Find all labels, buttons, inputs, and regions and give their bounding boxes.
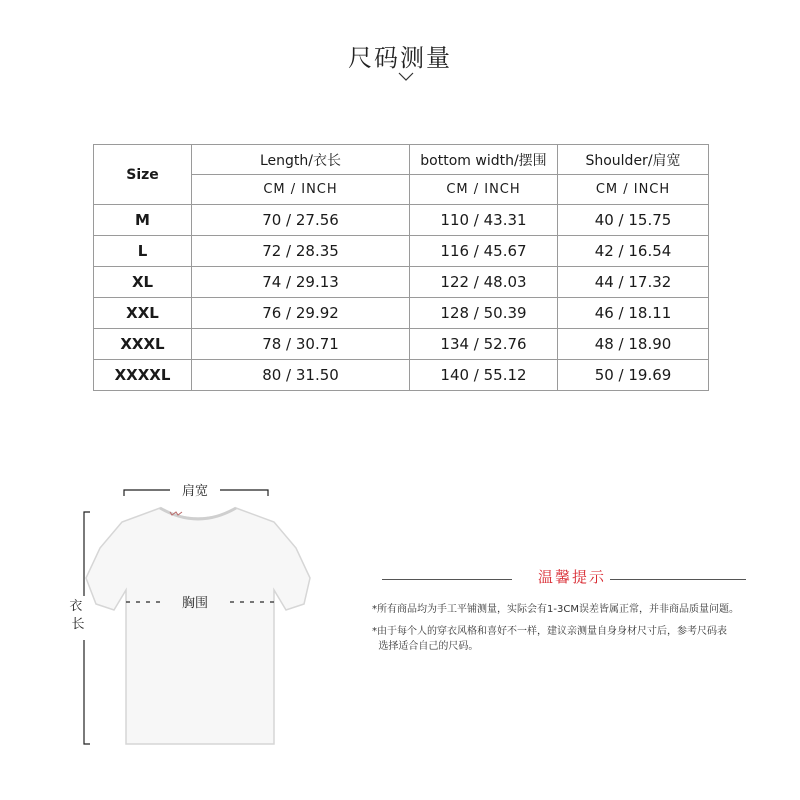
table-row [94, 267, 709, 298]
chevron-down-icon [398, 72, 414, 82]
length-cell: 70 / 27.56 [192, 205, 410, 236]
shoulder-label: 肩宽 [181, 484, 209, 499]
size-cell: XL [94, 267, 192, 298]
shoulder-cell: 50 / 19.69 [558, 360, 709, 391]
tshirt-measurement-diagram [60, 470, 330, 760]
shoulder-header: Shoulder/肩宽 [558, 145, 709, 175]
tshirt-shape [86, 508, 310, 744]
length-label-char: 长 [71, 617, 85, 632]
length-cell: 80 / 31.50 [192, 360, 410, 391]
bottom-width-cell: 140 / 55.12 [410, 360, 558, 391]
bottom-width-cell: 122 / 48.03 [410, 267, 558, 298]
length-cell: 74 / 29.13 [192, 267, 410, 298]
bottom-width-header: bottom width/摆围 [410, 145, 558, 175]
tip-note: *所有商品均为手工平铺测量，实际会有1-3CM误差皆属正常，并非商品质量问题。 [372, 604, 739, 615]
shoulder-cell: 44 / 17.32 [558, 267, 709, 298]
table-row [94, 329, 709, 360]
bottom-width-cell: 128 / 50.39 [410, 298, 558, 329]
tip-note: *由于每个人的穿衣风格和喜好不一样，建议亲测量自身身材尺寸后，参考尺码表 [372, 626, 727, 637]
shoulder-cell: 40 / 15.75 [558, 205, 709, 236]
shoulder-cell: 48 / 18.90 [558, 329, 709, 360]
tips-title: 温馨提示 [537, 568, 606, 586]
length-cell: 76 / 29.92 [192, 298, 410, 329]
tip-note: 选择适合自己的尺码。 [372, 641, 479, 652]
bottom-width-cell: 110 / 43.31 [410, 205, 558, 236]
length-header: Length/衣长 [192, 145, 410, 175]
table-row [94, 360, 709, 391]
shoulder-cell: 42 / 16.54 [558, 236, 709, 267]
length-bracket [84, 512, 90, 744]
bottom-width-cell: 134 / 52.76 [410, 329, 558, 360]
bottom-width-cell: 116 / 45.67 [410, 236, 558, 267]
size-cell: M [94, 205, 192, 236]
shoulder-cell: 46 / 18.11 [558, 298, 709, 329]
table-row [94, 298, 709, 329]
length-unit: CM / INCH [192, 175, 410, 205]
shoulder-unit: CM / INCH [558, 175, 709, 205]
length-label-char: 衣 [69, 599, 83, 614]
bottom-width-unit: CM / INCH [410, 175, 558, 205]
size-cell: XXXL [94, 329, 192, 360]
table-header-row [94, 145, 709, 175]
size-header: Size [94, 145, 192, 205]
chest-label: 胸围 [181, 596, 209, 611]
size-cell: XXXXL [94, 360, 192, 391]
page-title: 尺码测量 [348, 44, 452, 72]
table-row [94, 236, 709, 267]
size-chart-table [93, 144, 709, 391]
length-cell: 72 / 28.35 [192, 236, 410, 267]
length-label [69, 599, 86, 632]
length-cell: 78 / 30.71 [192, 329, 410, 360]
tip-divider-right [610, 579, 746, 580]
size-cell: XXL [94, 298, 192, 329]
table-row [94, 205, 709, 236]
size-cell: L [94, 236, 192, 267]
